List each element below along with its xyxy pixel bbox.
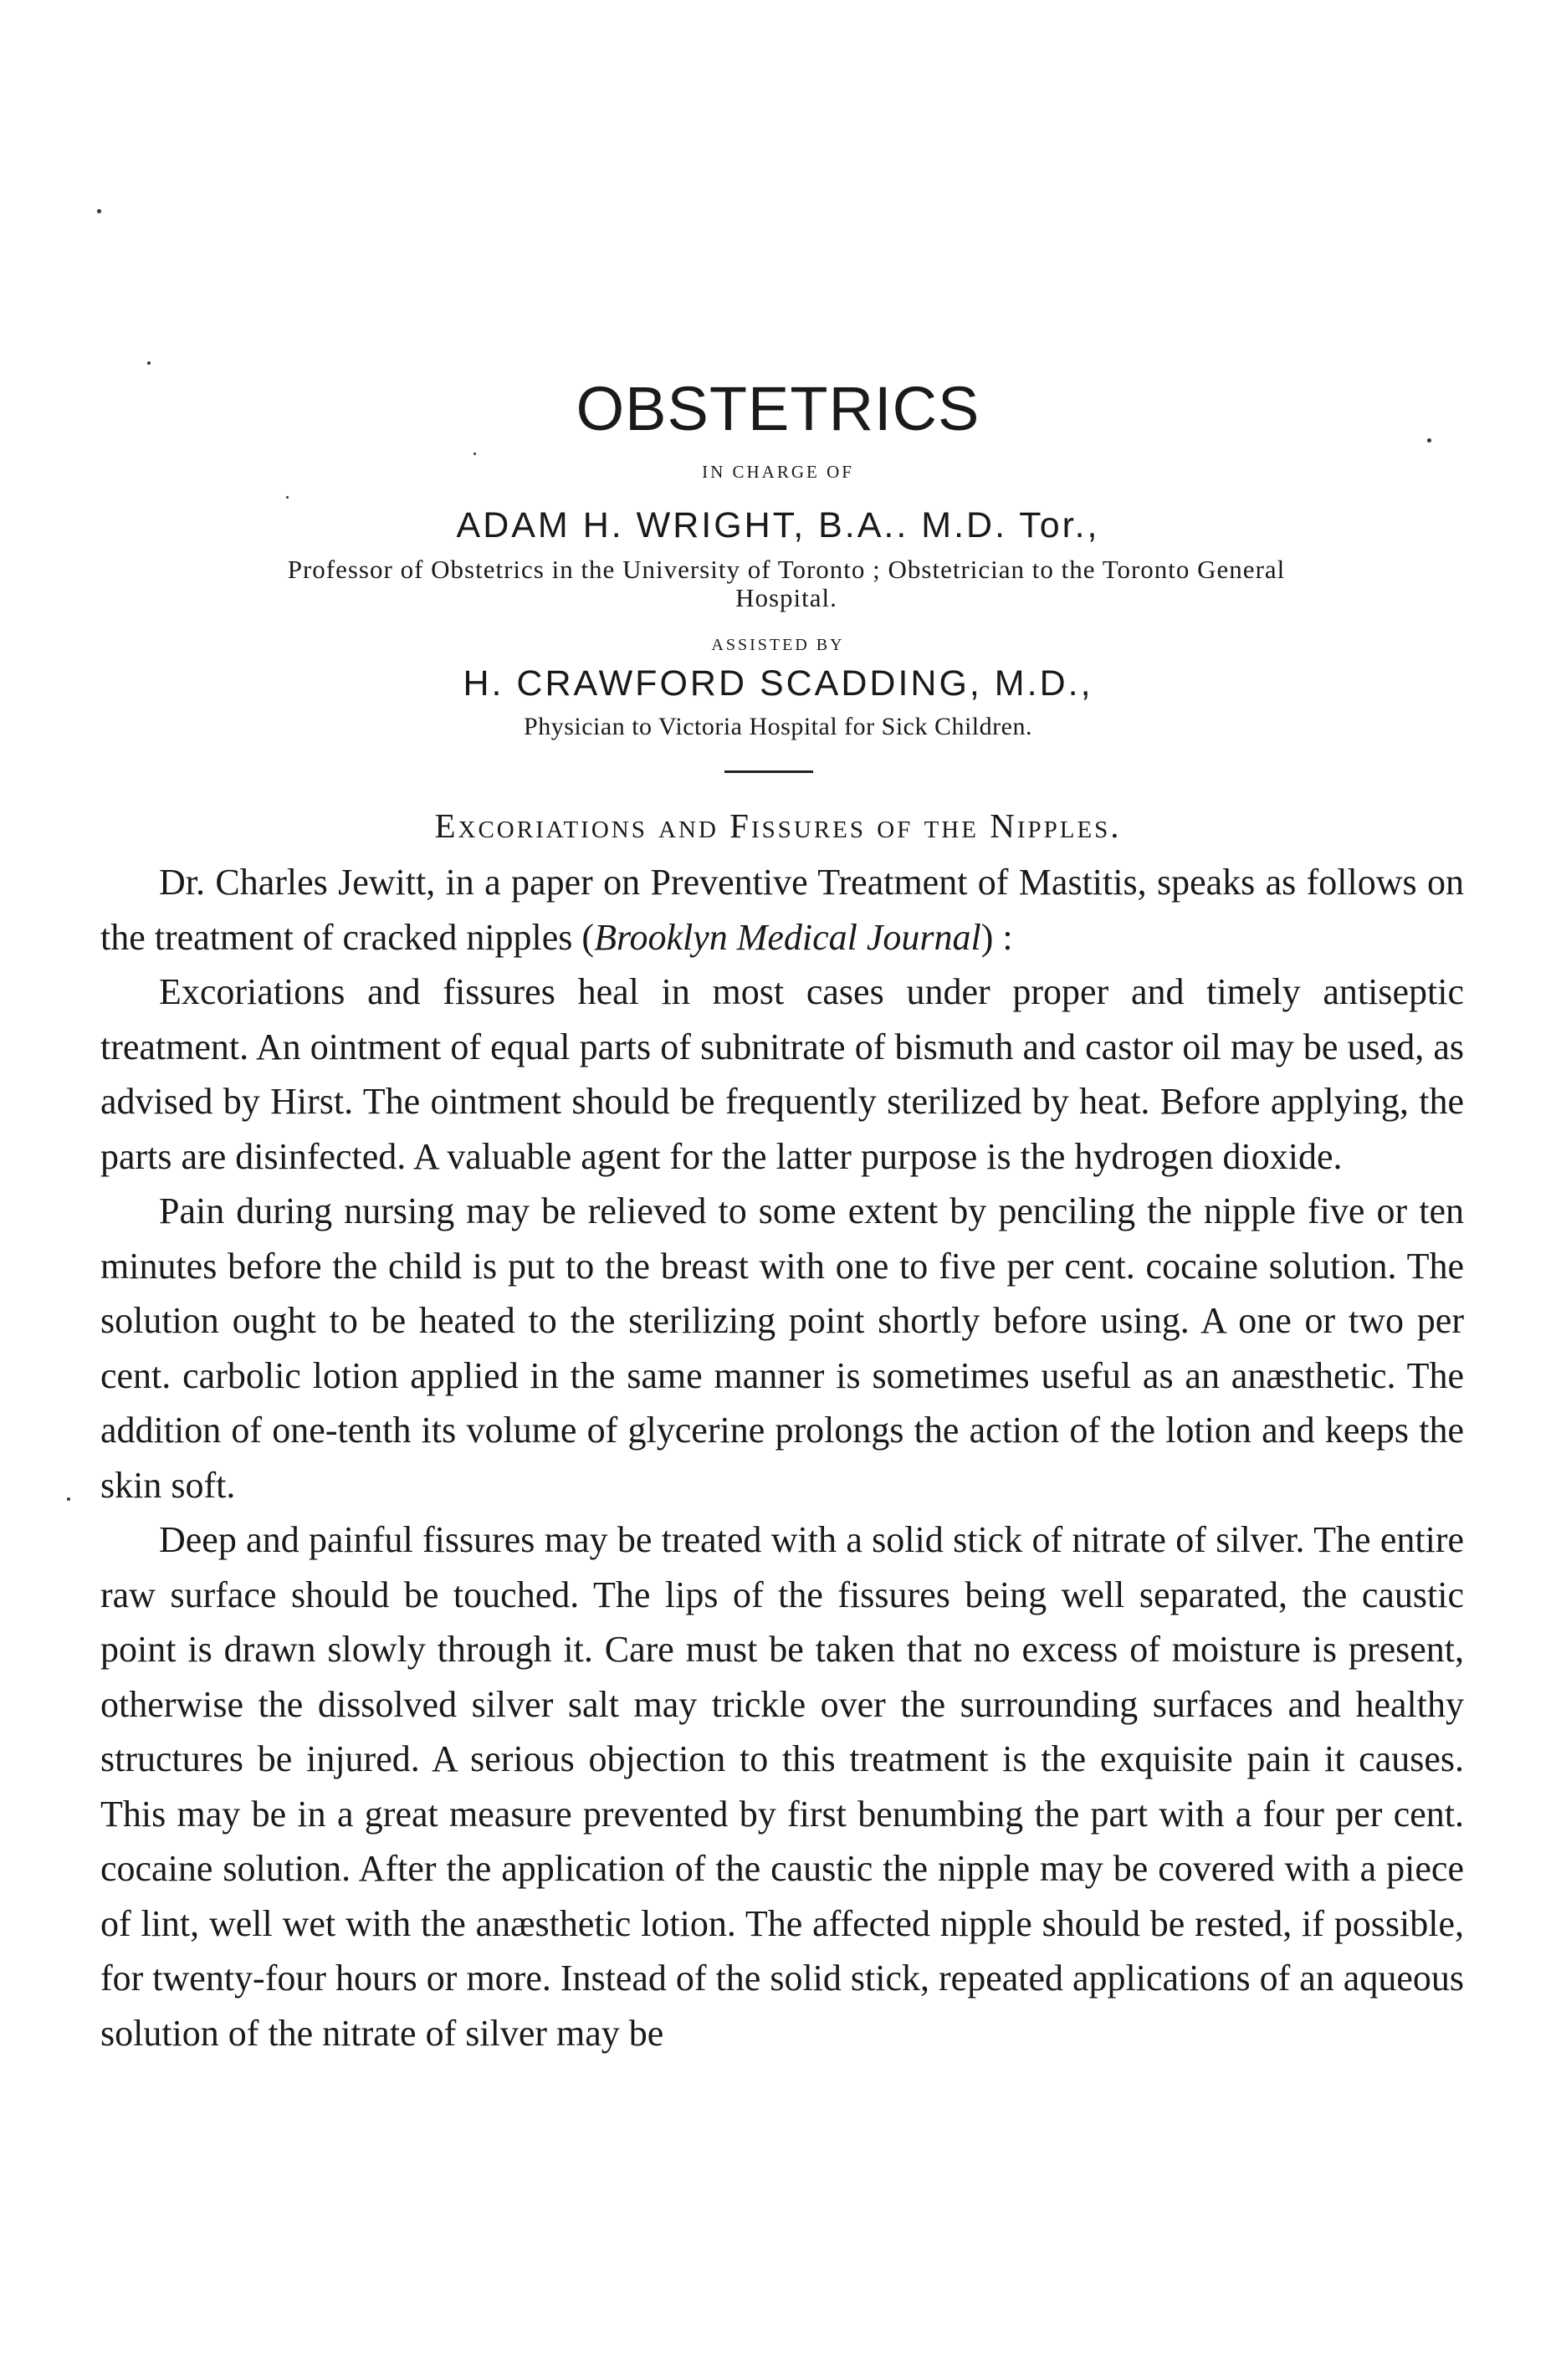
scan-speck [67,1497,70,1501]
scan-speck [147,361,151,365]
assistant-title: Physician to Victoria Hospital for Sick Children. [524,713,1032,740]
paragraph: Excoriations and fissures heal in most cases under proper and timely antiseptic treatment. An ointment of equal parts of subnitrate of bismuth and castor oil may be used, as advised by Hirst. The ointment should be frequently sterilized by heat. Before applying, the parts are disinfected. A valuable agent for the latter purpose is the hydrogen dioxide. [100,971,1464,1177]
article-title: Excoriations and Fissures of the Nipples. [434,806,1122,845]
intro-text: Dr. Charles Jewitt, in a paper on Preventive Treatment of Mastitis, speaks as follows on the treatment of cracked nipples ( [100,862,1464,958]
intro-text-end: ) : [980,916,1013,958]
in-charge-label: IN CHARGE OF [702,462,854,482]
editor-name: ADAM H. WRIGHT, B.A.. M.D. Tor., [456,505,1100,545]
section-title: OBSTETRICS [576,374,980,443]
assisted-by-label: ASSISTED BY [711,636,845,654]
scan-speck [286,496,289,499]
paragraph: Deep and painful fissures may be treated with a solid stick of nitrate of silver. The entire raw surface should be touched. The lips of the fissures being well separated, the caustic point is drawn slowly through it. Care must be taken that no excess of moisture is present, otherwise the dissolved silver salt may trickle over the surrounding surfaces and healthy structures be injured. A serious objection to this treatment is the exquisite pain it causes. This may be in a great measure prevented by first benumbing the part with a four per cent. cocaine solution. After the application of the caustic the nipple may be covered with a piece of lint, well wet with the anæsthetic lotion. The affected nipple should be rested, if possible, for twenty-four hours or more. Instead of the solid stick, repeated applications of an aqueous solution of the nitrate of silver may be [100,1519,1464,2054]
article-body [100,855,1464,2060]
paragraph: Pain during nursing may be relieved to some extent by penciling the nipple five or ten minutes before the child is put to the breast with one to five per cent. cocaine solution. The solution ought to be heated to the sterilizing point shortly before using. A one or two per cent. carbolic lotion applied in the same manner is sometimes useful as an anæsthetic. The addition of one-tenth its volume of glycerine prolongs the action of the lotion and keeps the skin soft. [100,1190,1464,1506]
section-divider [724,770,813,773]
intro-paragraph [100,855,1464,965]
assistant-name: H. CRAWFORD SCADDING, M.D., [463,663,1093,704]
scan-speck [97,209,101,213]
editor-title: Professor of Obstetrics in the University of Toronto ; Obstetrician to the Toronto General Hospital. [287,555,1286,612]
scan-speck [473,453,476,455]
citation: Brooklyn Medical Journal [594,916,981,958]
